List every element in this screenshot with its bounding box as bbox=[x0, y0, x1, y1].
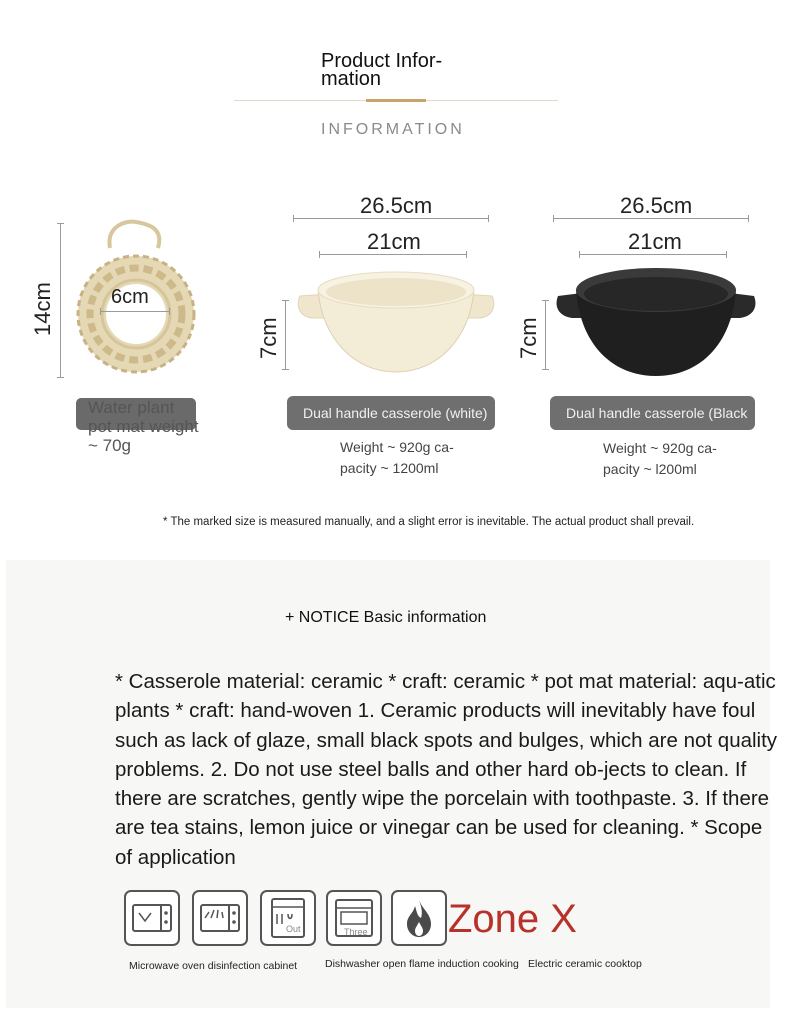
white-casserole-spec: Weight ~ 920g ca- pacity ~ 1200ml bbox=[340, 439, 454, 476]
caption-dishwasher-flame-induction: Dishwasher open flame induction cooking bbox=[325, 958, 519, 970]
zone-label: Zone X bbox=[448, 897, 577, 941]
caption-microwave-disinfection: Microwave oven disinfection cabinet bbox=[129, 960, 298, 972]
black-outer-width-label: 26.5cm bbox=[620, 193, 693, 218]
notice-body: * Casserole material: ceramic * craft: ceramic * pot mat material: aqu-atic plants * craft: hand-woven 1. Ceramic products will inevitably have foul such as lack of glaze, small black spots and bulges, which are not quality problems. 2. Do not use steel balls and other hard ob-jects to clean. If there are scratches, gently wipe the porcelain with toothpaste. 3. If there are tea stains, lemon juice or vinegar can be used for cleaning. * Scope of application bbox=[115, 670, 778, 869]
black-height-line bbox=[545, 300, 546, 370]
open-flame-icon bbox=[391, 890, 447, 946]
mat-inner-label: 6cm bbox=[111, 286, 149, 308]
oven-icon bbox=[326, 890, 382, 946]
white-height-label: 7cm bbox=[256, 317, 281, 359]
title-accent-bar bbox=[366, 99, 426, 102]
page-subtitle: INFORMATION bbox=[321, 121, 465, 138]
notice-title: + NOTICE Basic information bbox=[285, 609, 487, 626]
mat-weight-label: Water plant pot mat weight ~ 70g bbox=[88, 398, 199, 455]
white-outer-width-label: 26.5cm bbox=[360, 193, 433, 218]
dishwasher-icon bbox=[260, 890, 316, 946]
size-footnote: * The marked size is measured manually, and a slight error is inevitable. The actual product shall prevail. bbox=[163, 516, 695, 528]
microwave-icon bbox=[124, 890, 180, 946]
black-casserole-spec: Weight ~ 920g ca- pacity ~ l200ml bbox=[603, 440, 717, 477]
mat-height-label: 14cm bbox=[30, 282, 55, 336]
disinfection-cabinet-icon bbox=[192, 890, 248, 946]
black-casserole-image bbox=[554, 264, 758, 380]
caption-electric-ceramic-cooktop: Electric ceramic cooktop bbox=[528, 958, 642, 970]
black-height-label: 7cm bbox=[516, 317, 541, 359]
page-title: Product Infor- mation bbox=[321, 50, 443, 90]
white-casserole-image bbox=[294, 268, 498, 378]
svg-text:Out: Out bbox=[286, 924, 301, 934]
white-inner-width-label: 21cm bbox=[367, 229, 421, 254]
black-inner-width-label: 21cm bbox=[628, 229, 682, 254]
mat-inner-line bbox=[100, 311, 170, 312]
svg-text:Three: Three bbox=[344, 927, 368, 937]
mat-height-line bbox=[60, 223, 61, 378]
white-casserole-name-pill: Dual handle casserole (white) bbox=[287, 396, 495, 430]
white-height-line bbox=[285, 300, 286, 370]
black-casserole-name-pill: Dual handle casserole (Black bbox=[550, 396, 755, 430]
